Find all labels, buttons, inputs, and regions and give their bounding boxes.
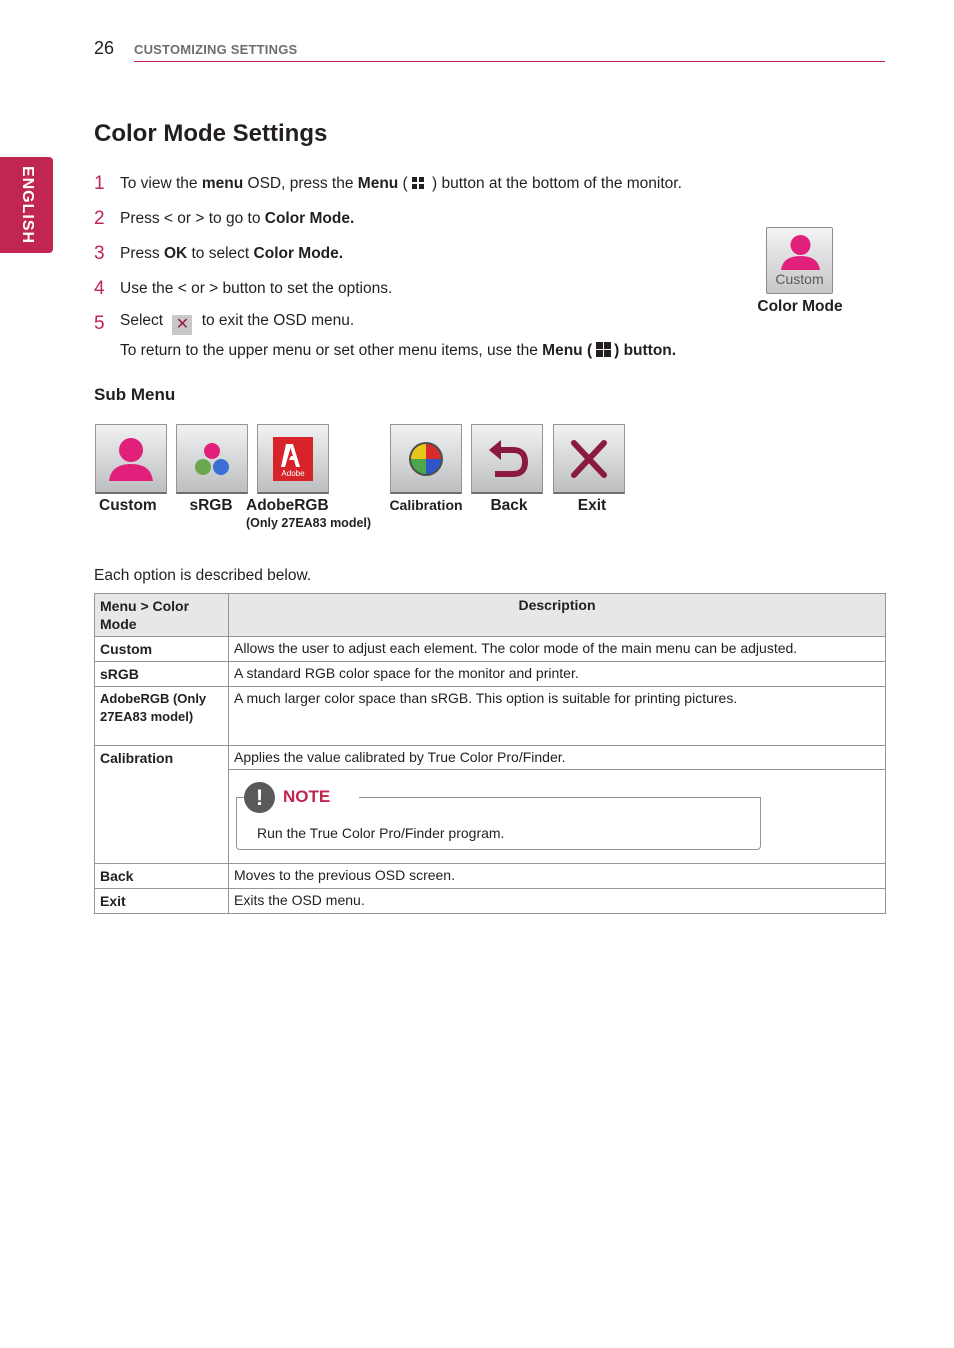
note-text: Run the True Color Pro/Finder program. — [257, 825, 505, 841]
step-2 — [94, 208, 354, 230]
exit-x-icon: ✕ — [172, 315, 192, 335]
note-title: NOTE — [283, 787, 331, 806]
step-text: Select ✕ to exit the OSD menu. — [120, 312, 355, 333]
option-name: AdobeRGB (Only 27EA83 model) — [95, 687, 229, 746]
step-number: 4 — [94, 278, 105, 299]
submenu-calibration-icon — [390, 424, 462, 494]
step-number: 5 — [94, 312, 105, 334]
option-description: Applies the value calibrated by True Color Pro/Finder. — [229, 746, 886, 770]
table-row — [95, 637, 886, 662]
exclamation-icon: ! — [244, 782, 275, 813]
svg-text:Adobe: Adobe — [281, 468, 305, 478]
return-instruction: To return to the upper menu or set other menu items, use the Menu ( ) button. — [120, 342, 677, 359]
submenu-srgb-icon — [176, 424, 248, 494]
submenu-custom-icon — [95, 424, 167, 494]
note-cell — [229, 770, 886, 864]
submenu-label-back: Back — [490, 497, 528, 514]
step-number: 1 — [94, 173, 105, 194]
option-name: Exit — [95, 889, 229, 914]
option-description: Moves to the previous OSD screen. — [229, 864, 886, 889]
back-arrow-icon — [477, 431, 537, 487]
table-row — [95, 746, 886, 770]
step-text: To view the menu OSD, press the Menu ( ) button at the bottom of the monitor. — [120, 175, 682, 192]
option-name: Back — [95, 864, 229, 889]
note-border — [359, 797, 761, 798]
step-1 — [94, 173, 682, 195]
submenu-heading: Sub Menu — [94, 385, 176, 404]
step-4 — [94, 278, 392, 300]
close-icon — [559, 431, 619, 487]
step-text: Press < or > to go to Color Mode. — [120, 210, 355, 227]
page-number: 26 — [94, 38, 115, 58]
header-section-title: CUSTOMIZING SETTINGS — [134, 42, 298, 57]
table-intro: Each option is described below. — [94, 567, 312, 584]
submenu-label-custom: Custom — [99, 497, 157, 514]
submenu-label-srgb: sRGB — [189, 497, 233, 514]
option-description: A standard RGB color space for the monitor and printer. — [229, 662, 886, 687]
submenu-label-exit: Exit — [577, 497, 607, 514]
submenu-adobergb-icon — [257, 424, 329, 494]
option-name: Custom — [95, 637, 229, 662]
step-number: 2 — [94, 208, 105, 229]
person-icon — [101, 431, 161, 487]
option-description: Exits the OSD menu. — [229, 889, 886, 914]
color-mode-icon-label: Custom — [775, 271, 824, 287]
menu-icon — [595, 341, 611, 357]
step-text: Press OK to select Color Mode. — [120, 245, 344, 262]
language-side-tab — [0, 157, 53, 253]
option-description: Allows the user to adjust each element. The color mode of the main menu can be adjusted. — [229, 637, 886, 662]
adobe-icon — [263, 431, 323, 487]
step-text: Use the < or > button to set the options. — [120, 280, 393, 297]
three-circles-icon — [182, 431, 242, 487]
options-table — [94, 593, 886, 914]
table-header-row — [95, 594, 886, 637]
adobergb-model-note: (Only 27EA83 model) — [246, 516, 372, 530]
step-number: 3 — [94, 243, 105, 264]
option-description: A much larger color space than sRGB. This option is suitable for printing pictures. — [229, 687, 886, 746]
side-tab-label: ENGLISH — [18, 165, 36, 245]
menu-icon — [411, 176, 425, 190]
color-wheel-icon — [396, 431, 456, 487]
header-option: Menu > Color Mode — [95, 594, 229, 637]
option-name: sRGB — [95, 662, 229, 687]
person-icon — [767, 228, 834, 276]
page-title: Color Mode Settings — [94, 120, 328, 147]
header-description: Description — [229, 594, 886, 637]
table-row — [95, 662, 886, 687]
table-row — [95, 687, 886, 746]
table-row — [95, 889, 886, 914]
header-rule — [134, 61, 885, 62]
submenu-back-icon — [471, 424, 543, 494]
submenu-exit-icon — [553, 424, 625, 494]
step-5 — [94, 312, 354, 335]
step-3 — [94, 243, 343, 265]
option-name: Calibration — [95, 746, 229, 864]
color-mode-custom-icon — [766, 227, 833, 294]
color-mode-caption: Color Mode — [757, 298, 843, 315]
submenu-label-adobergb: AdobeRGB — [246, 497, 329, 514]
table-row — [95, 864, 886, 889]
submenu-label-calibration: Calibration — [389, 497, 463, 513]
